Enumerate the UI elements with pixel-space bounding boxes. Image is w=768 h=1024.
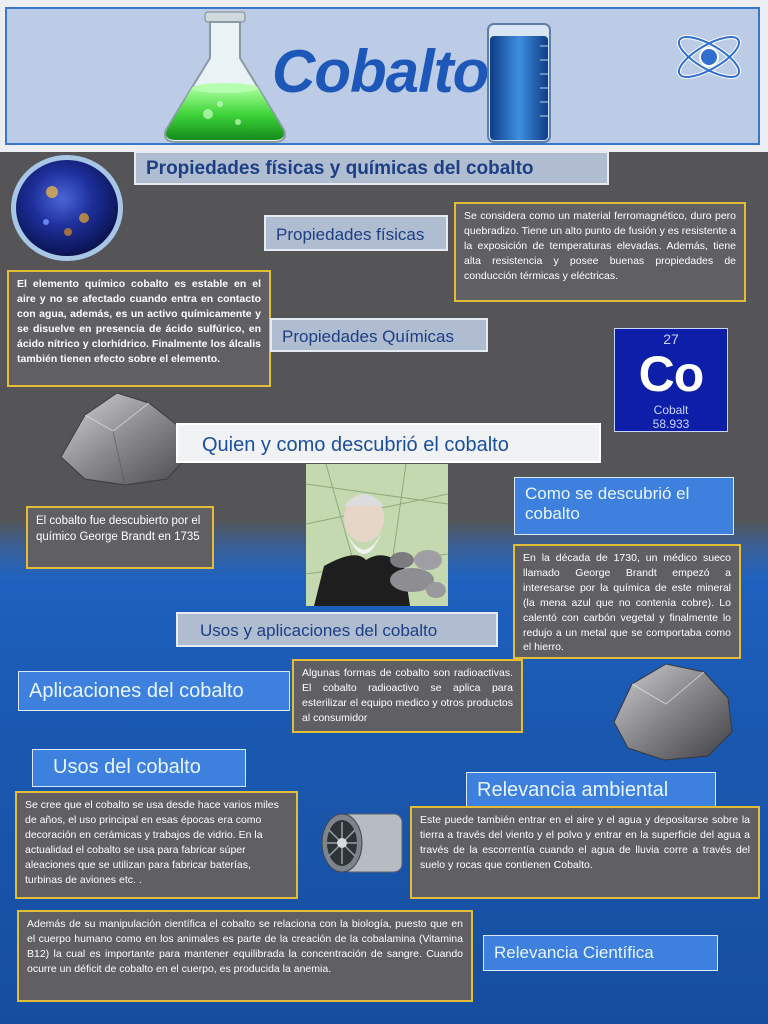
element-number: 27 — [663, 331, 679, 347]
subtitle-usos: Usos del cobalto — [32, 749, 246, 787]
subtitle-propiedades-quimicas: Propiedades Químicas — [270, 318, 488, 352]
subtitle-propiedades-fisicas: Propiedades físicas — [264, 215, 448, 251]
text-como-se-descubrio: En la década de 1730, un médico sueco llamado George Brandt empezó a interesarse por la química de este mineral (la mena azul que no contenía cobre). Lo calentó con carbón vegetal y finalmente lo redujo a un metal que se comportaba como el hierro. — [513, 544, 741, 659]
text-relevancia-cientifica: Además de su manipulación científica el cobalto se relaciona con la biología, puesto que en el cuerpo humano como en los animales es parte de la creación de la cobalamina (Vitamina B12) la cual es importante para mantener equilibrada la concentración de sangre. Cuando ocurre un déficit de cobalto en el cuerpo, es producida la anemia. — [17, 910, 473, 1002]
element-mass: 58.933 — [652, 417, 690, 431]
mineral-sphere-icon — [8, 152, 126, 264]
atom-icon — [670, 18, 748, 96]
section-title-quien: Quien y como descubrió el cobalto — [176, 423, 601, 463]
text-usos: Se cree que el cobalto se usa desde hace varios miles de años, el uso principal en esas épocas era como decoración en cerámicas y trabajos de vidrio. En la actualidad el cobalto se usa para fabricar súper aleaciones que se utilizan para fabricar baterías, turbinas de aviones etc. . — [15, 791, 298, 899]
section-title-usos-aplicaciones: Usos y aplicaciones del cobalto — [176, 612, 498, 647]
text-relevancia-ambiental: Este puede también entrar en el aire y el agua y depositarse sobre la tierra a través del viento y el polvo y entrar en la superficie del agua a través de la escorrentía cuando el agua de lluvia corre a través del suelo y rocas que contienen Cobalto. — [410, 806, 760, 899]
subtitle-como-se-descubrio: Como se descubrió el cobalto — [514, 477, 734, 535]
page-title: Cobalto — [272, 38, 489, 105]
subtitle-relevancia-ambiental: Relevancia ambiental — [466, 772, 716, 810]
element-name: Cobalt — [653, 403, 689, 417]
text-quien-descubrio: El cobalto fue descubierto por el químico George Brandt en 1735 — [26, 506, 214, 569]
section-title-propiedades: Propiedades físicas y químicas del cobalto — [134, 151, 609, 185]
element-tile — [614, 328, 728, 432]
portrait-photo — [306, 464, 448, 606]
beaker-icon — [480, 20, 560, 148]
text-propiedades-fisicas: Se considera como un material ferromagnético, duro pero quebradizo. Tiene un alto punto de fusión y es resistente a la exposición de temperaturas elevadas. Además, tiene alta resistencia y posee buenas propiedades de conducción térmicas y eléctricas. — [454, 202, 746, 302]
rock-icon — [55, 385, 195, 490]
subtitle-relevancia-cientifica: Relevancia Científica — [483, 935, 718, 971]
rock-icon-2 — [608, 660, 736, 764]
turbine-icon — [314, 808, 406, 878]
text-aplicaciones: Algunas formas de cobalto son radioactivas. El cobalto radioactivo se aplica para esterilizar el equipo medico y otros productos al consumidor — [292, 659, 523, 733]
text-propiedades-quimicas: El elemento químico cobalto es estable en el aire y no se afectado cuando entra en contacto con agua, además, es un activo químicamente y se disuelve en presencia de ácido sulfúrico, en ácido nítrico y clorhídrico. Finalmente los álcalis también tienen efecto sobre el elemento. — [7, 270, 271, 387]
subtitle-aplicaciones: Aplicaciones del cobalto — [18, 671, 290, 711]
element-symbol: Co — [638, 346, 704, 402]
